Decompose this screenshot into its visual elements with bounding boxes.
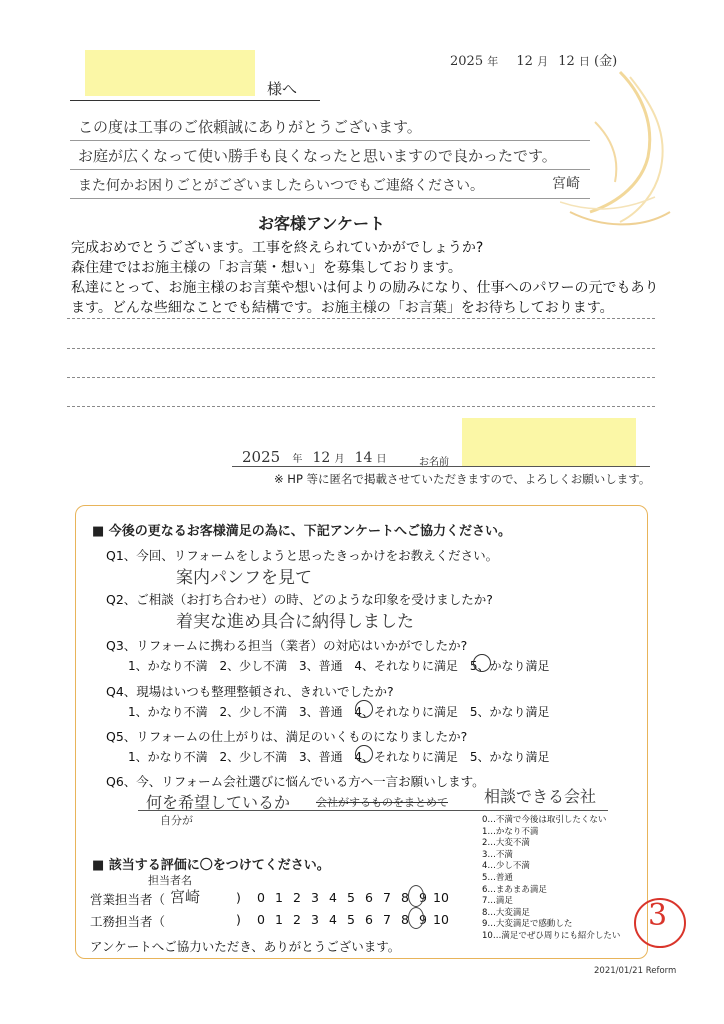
letter-year-unit: 年 bbox=[487, 55, 499, 68]
legend-item: 4…少し不満 bbox=[482, 861, 530, 872]
q1-label: Q1、今回、リフォームをしようと思ったきっかけをお教えください。 bbox=[106, 548, 499, 563]
q6-answer-part2: 相談できる会社 bbox=[484, 787, 597, 806]
recipient-name-redacted bbox=[85, 50, 255, 96]
legend-item: 1…かなり不満 bbox=[482, 826, 539, 837]
message-rule-2 bbox=[70, 169, 590, 170]
score-7[interactable]: 7 bbox=[383, 912, 391, 927]
q3-option-5[interactable]: 5、かなり満足 bbox=[469, 659, 550, 673]
intro-line-1: 完成おめでとうございます。工事を終えられていかがでしょうか? bbox=[71, 240, 484, 256]
comment-line bbox=[67, 348, 655, 349]
letter-day: 12 bbox=[558, 54, 575, 69]
q3-selected-circle bbox=[473, 654, 491, 672]
sign-month-unit: 月 bbox=[334, 454, 345, 465]
q4-selected-circle bbox=[355, 700, 373, 718]
q4-option-4[interactable]: 4、それなりに満足 bbox=[354, 705, 459, 719]
sales-rep-name: 宮崎 bbox=[170, 888, 201, 906]
stamp-number: 3 bbox=[648, 898, 668, 933]
legend-item: 0…不満で今後は取引したくない bbox=[482, 815, 607, 825]
q3-option-3[interactable]: 3、普通 bbox=[298, 659, 343, 673]
q4-options bbox=[128, 703, 550, 720]
legend-item: 3…不満 bbox=[482, 849, 513, 860]
sign-day: 14 bbox=[354, 450, 373, 466]
message-signature: 宮崎 bbox=[552, 176, 580, 192]
q4-option-1[interactable]: 1、かなり不満 bbox=[128, 705, 208, 719]
sign-year: 2025 bbox=[242, 448, 281, 466]
score-6[interactable]: 6 bbox=[365, 890, 373, 905]
legend-item: 10…満足でぜひ周りにも紹介したい bbox=[482, 930, 621, 941]
letter-year: 2025 bbox=[450, 54, 484, 69]
comment-line bbox=[67, 406, 655, 407]
score-3[interactable]: 3 bbox=[311, 890, 319, 905]
score-0[interactable]: 0 bbox=[257, 912, 265, 927]
form-code: 2021/01/21 Reform bbox=[594, 966, 677, 976]
q4-option-3[interactable]: 3、普通 bbox=[298, 705, 343, 719]
legend-item: 9…大変満足で感動した bbox=[482, 919, 573, 930]
score-6[interactable]: 6 bbox=[365, 912, 373, 927]
score-1[interactable]: 1 bbox=[275, 890, 283, 905]
score-10[interactable]: 10 bbox=[433, 890, 449, 905]
q4-option-2[interactable]: 2、少し不満 bbox=[219, 705, 288, 719]
q3-option-2[interactable]: 2、少し不満 bbox=[219, 659, 288, 673]
sales-rep-label: 営業担当者（ bbox=[90, 892, 166, 907]
sales-score-selected-circle bbox=[408, 885, 424, 907]
message-line-3: また何かお困りごとがございましたらいつでもご連絡ください。 bbox=[78, 178, 484, 194]
score-legend bbox=[482, 815, 620, 943]
score-4[interactable]: 4 bbox=[329, 890, 337, 905]
q5-label: Q5、リフォームの仕上がりは、満足のいくものになりましたか? bbox=[106, 729, 468, 744]
works-rep-paren: ) bbox=[236, 912, 241, 927]
q6-label: Q6、今、リフォーム会社選びに悩んでいる方へ一言お願いします。 bbox=[106, 774, 485, 789]
q5-option-1[interactable]: 1、かなり不満 bbox=[128, 750, 208, 764]
sign-month: 12 bbox=[312, 450, 331, 466]
sign-day-unit: 日 bbox=[376, 454, 387, 465]
q6-answer-insert: 自分が bbox=[160, 814, 193, 827]
q6-underline bbox=[138, 810, 608, 811]
letter-day-unit: 日 bbox=[578, 55, 590, 68]
works-score-selected-circle bbox=[408, 907, 424, 929]
q6-answer-part1: 何を希望しているか bbox=[146, 793, 291, 812]
score-8[interactable]: 8 bbox=[401, 890, 409, 905]
score-0[interactable]: 0 bbox=[257, 890, 265, 905]
q3-option-4[interactable]: 4、それなりに満足 bbox=[354, 659, 459, 673]
q2-answer: 着実な進め具合に納得しました bbox=[176, 612, 414, 632]
legend-item: 2…大変不満 bbox=[482, 838, 530, 849]
message-rule-3 bbox=[70, 198, 590, 199]
score-1[interactable]: 1 bbox=[275, 912, 283, 927]
q5-option-5[interactable]: 5、かなり満足 bbox=[469, 750, 550, 764]
q3-option-1[interactable]: 1、かなり不満 bbox=[128, 659, 208, 673]
q6-answer-struck: 会社がするものをまとめて bbox=[316, 796, 448, 809]
customer-name-redacted bbox=[462, 418, 636, 466]
sales-rep-paren: ) bbox=[236, 890, 241, 905]
sign-year-unit: 年 bbox=[292, 454, 303, 465]
letter-date bbox=[450, 50, 617, 69]
score-7[interactable]: 7 bbox=[383, 890, 391, 905]
questionnaire-header: ■ 今後の更なるお客様満足の為に、下記アンケートへご協力ください。 bbox=[92, 524, 512, 539]
q3-label: Q3、リフォームに携わる担当（業者）の対応はいかがでしたか? bbox=[106, 638, 468, 653]
recipient-underline bbox=[70, 100, 320, 101]
message-line-1: この度は工事のご依頼誠にありがとうございます。 bbox=[78, 118, 422, 136]
score-2[interactable]: 2 bbox=[293, 912, 301, 927]
q4-option-5[interactable]: 5、かなり満足 bbox=[469, 705, 550, 719]
score-5[interactable]: 5 bbox=[347, 890, 355, 905]
score-10[interactable]: 10 bbox=[433, 912, 449, 927]
evaluation-header: ■ 該当する評価に〇をつけてください。 bbox=[92, 858, 330, 873]
score-2[interactable]: 2 bbox=[293, 890, 301, 905]
survey-intro bbox=[71, 238, 658, 318]
legend-item: 7…満足 bbox=[482, 896, 513, 907]
comment-line bbox=[67, 377, 655, 378]
works-rep-label: 工務担当者（ bbox=[90, 914, 166, 929]
intro-line-3: 私達にとって、お施主様のお言葉や想いは何よりの励みになり、仕事へのパワーの元でもあり bbox=[71, 280, 659, 296]
legend-item: 6…まあまあ満足 bbox=[482, 884, 547, 895]
intro-line-4: ます。どんな些細なことでも結構です。お施主様の「お言葉」をお待ちしております。 bbox=[71, 300, 614, 316]
legend-item: 8…大変満足 bbox=[482, 907, 530, 918]
legend-item: 5…普通 bbox=[482, 872, 513, 883]
survey-sign-date bbox=[242, 448, 387, 466]
decorative-bird-illustration bbox=[560, 62, 680, 237]
message-rule-1 bbox=[70, 140, 590, 141]
q4-label: Q4、現場はいつも整理整頓され、きれいでしたか? bbox=[106, 684, 394, 699]
letter-weekday: (金) bbox=[594, 54, 618, 69]
score-3[interactable]: 3 bbox=[311, 912, 319, 927]
sign-underline bbox=[232, 466, 650, 467]
score-5[interactable]: 5 bbox=[347, 912, 355, 927]
score-9[interactable]: 9 bbox=[419, 912, 427, 927]
thanks-text: アンケートへご協力いただき、ありがとうございます。 bbox=[90, 939, 401, 954]
q2-label: Q2、ご相談（お打ち合わせ）の時、どのような印象を受けましたか? bbox=[106, 592, 493, 607]
score-9[interactable]: 9 bbox=[419, 890, 427, 905]
comment-line bbox=[67, 318, 655, 319]
message-line-2: お庭が広くなって使い勝手も良くなったと思いますので良かったです。 bbox=[78, 147, 557, 165]
anonymity-notice: ※ HP 等に匿名で掲載させていただきますので、よろしくお願いします。 bbox=[274, 472, 651, 486]
recipient-suffix: 様へ bbox=[267, 80, 298, 98]
letter-month: 12 bbox=[516, 54, 533, 69]
letter-month-unit: 月 bbox=[537, 55, 549, 68]
name-label: お名前 bbox=[419, 457, 449, 468]
q5-option-2[interactable]: 2、少し不満 bbox=[219, 750, 288, 764]
score-8[interactable]: 8 bbox=[401, 912, 409, 927]
q5-selected-circle bbox=[355, 745, 373, 763]
person-name-label: 担当者名 bbox=[148, 874, 192, 887]
q5-option-4[interactable]: 4、それなりに満足 bbox=[354, 750, 459, 764]
q5-option-3[interactable]: 3、普通 bbox=[298, 750, 343, 764]
q1-answer: 案内パンフを見て bbox=[176, 568, 312, 588]
score-4[interactable]: 4 bbox=[329, 912, 337, 927]
intro-line-2: 森住建ではお施主様の「お言葉・想い」を募集しております。 bbox=[71, 260, 462, 276]
q5-options bbox=[128, 748, 550, 765]
survey-title: お客様アンケート bbox=[258, 214, 386, 233]
